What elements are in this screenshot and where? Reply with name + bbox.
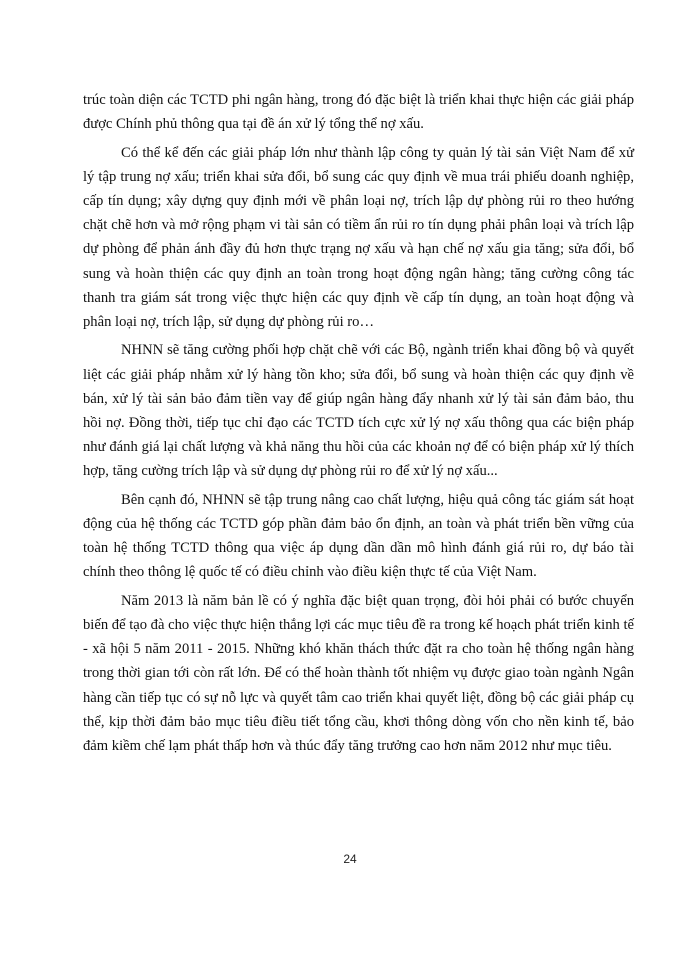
paragraph-year-2013: Năm 2013 là năm bản lề có ý nghĩa đặc biệt quan trọng, đòi hỏi phải có bước chuyển biến để tạo đà cho việc thực hiện thắng lợi các mục tiêu đề ra trong kế hoạch phát triển kinh tế - xã hội 5 năm 2011 - 2015. Những khó khăn thách thức đặt ra cho toàn hệ thống ngân hàng trong thời gian tới còn rất lớn. Để có thể hoàn thành tốt nhiệm vụ được giao toàn ngành Ngân hàng cần tiếp tục có sự nỗ lực và quyết tâm cao triển khai quyết liệt, đồng bộ các giải pháp cụ thể, kịp thời đảm bảo mục tiêu điều tiết tổng cầu, khơi thông dòng vốn cho nền kinh tế, bảo đảm kiềm chế lạm phát thấp hơn và thúc đẩy tăng trưởng cao hơn năm 2012 như mục tiêu. bbox=[83, 592, 634, 755]
paragraph-supervision: Bên cạnh đó, NHNN sẽ tập trung nâng cao chất lượng, hiệu quả công tác giám sát hoạt động của hệ thống các TCTD góp phần đảm bảo ổn định, an toàn và phát triển bền vững của toàn hệ thống TCTD thông qua việc áp dụng dần dần mô hình đánh giá rủi ro, dự báo tài chính theo thông lệ quốc tế có điều chỉnh vào điều kiện thực tế của Việt Nam. bbox=[83, 491, 634, 581]
document-body bbox=[83, 88, 634, 762]
paragraph-nhnn-coordination: NHNN sẽ tăng cường phối hợp chặt chẽ với các Bộ, ngành triển khai đồng bộ và quyết liệt các giải pháp nhằm xử lý hàng tồn kho; sửa đổi, bổ sung và hoàn thiện các quy định về bán, xử lý tài sản bảo đảm tiền vay để giúp ngân hàng đẩy nhanh xử lý tài sản đảm bảo, thu hồi nợ. Đồng thời, tiếp tục chỉ đạo các TCTD tích cực xử lý nợ xấu thông qua các biện pháp như đánh giá lại chất lượng và khả năng thu hồi của các khoản nợ để có biện pháp xử lý thích hợp, tăng cường trích lập và sử dụng dự phòng rủi ro để xử lý nợ xấu... bbox=[83, 342, 634, 480]
page-number: 24 bbox=[343, 852, 357, 866]
paragraph-continuation: trúc toàn diện các TCTD phi ngân hàng, trong đó đặc biệt là triển khai thực hiện các giải pháp được Chính phủ thông qua tại đề án xử lý tổng thể nợ xấu. bbox=[83, 92, 634, 133]
paragraph-solutions: Có thể kể đến các giải pháp lớn như thành lập công ty quản lý tài sản Việt Nam để xử lý tập trung nợ xấu; triển khai sửa đổi, bổ sung các quy định về mua trái phiếu doanh nghiệp, cấp tín dụng; xây dựng quy định mới về phân loại nợ, trích lập dự phòng rủi ro theo hướng chặt chẽ hơn và mở rộng phạm vi tài sản có tiềm ẩn rủi ro tín dụng phải phân loại và trích lập dự phòng để phản ánh đầy đủ hơn thực trạng nợ xấu và hạn chế nợ xấu gia tăng; sửa đổi, bổ sung và hoàn thiện các quy định an toàn trong hoạt động ngân hàng; tăng cường công tác thanh tra giám sát trong việc thực hiện các quy định về cấp tín dụng, an toàn hoạt động và phân loại nợ, trích lập, sử dụng dự phòng rủi ro… bbox=[83, 144, 634, 331]
